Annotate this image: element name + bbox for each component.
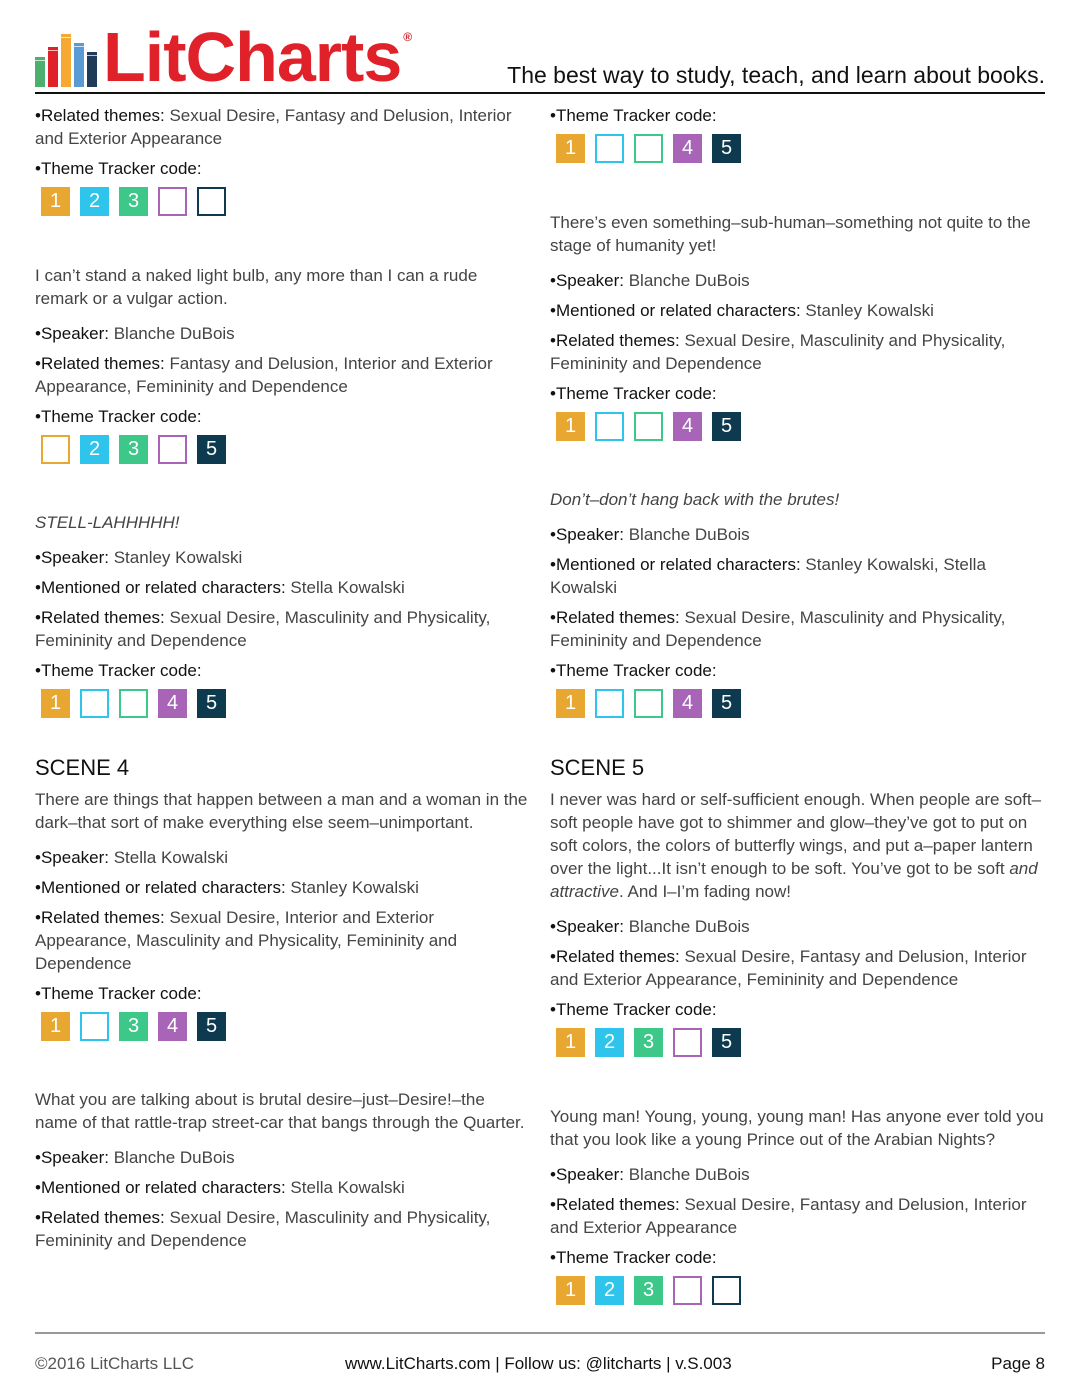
- characters-label: •Mentioned or related characters:: [35, 878, 291, 897]
- speaker: [550, 269, 1045, 292]
- tracker-label: •Theme Tracker code:: [550, 1248, 717, 1267]
- theme-box-1: 1: [556, 689, 585, 718]
- footer-links[interactable]: www.LitCharts.com | Follow us: @litcharts | v.S.003: [345, 1354, 732, 1373]
- speaker: [550, 1163, 1045, 1186]
- theme-box-5: [197, 187, 226, 216]
- quote-emphasis: and attractive: [550, 859, 1038, 901]
- speaker-value: Blanche DuBois: [113, 1148, 235, 1167]
- speaker-label: •Speaker:: [35, 548, 114, 567]
- quote-entry: [35, 511, 530, 718]
- themes-label: •Related themes:: [35, 354, 170, 373]
- themes-value: Sexual Desire, Fantasy and Delusion, Interior and Exterior Appearance, Femininity and Dependence: [550, 947, 1027, 989]
- speaker: [550, 915, 1045, 938]
- theme-box-1: 1: [556, 1028, 585, 1057]
- theme-tracker: [556, 1028, 1045, 1057]
- related-characters: [35, 1176, 530, 1199]
- themes-value: Sexual Desire, Fantasy and Delusion, Interior and Exterior Appearance: [35, 106, 512, 148]
- characters-value: Stanley Kowalski, Stella Kowalski: [550, 555, 986, 597]
- theme-box-2: [80, 689, 109, 718]
- theme-box-4: [673, 1028, 702, 1057]
- logo-bar-orange: [61, 34, 71, 87]
- related-themes: [550, 1193, 1045, 1239]
- speaker-value: Blanche DuBois: [628, 917, 750, 936]
- related-themes: [550, 329, 1045, 375]
- speaker-label: •Speaker:: [550, 525, 629, 544]
- theme-tracker: [556, 412, 1045, 441]
- speaker-value: Blanche DuBois: [628, 525, 750, 544]
- logo-bar-blue: [74, 43, 84, 87]
- theme-tracker-label: [35, 659, 530, 682]
- characters-label: •Mentioned or related characters:: [550, 301, 806, 320]
- theme-tracker: [41, 435, 530, 464]
- themes-value: Sexual Desire, Interior and Exterior Appearance, Masculinity and Physicality, Femininity and Dependence: [35, 908, 458, 973]
- related-themes: [35, 906, 530, 975]
- speaker-label: •Speaker:: [35, 324, 114, 343]
- theme-box-3: 3: [119, 1012, 148, 1041]
- theme-box-3: 3: [119, 187, 148, 216]
- speaker-label: •Speaker:: [35, 848, 114, 867]
- characters-value: Stanley Kowalski: [290, 878, 419, 897]
- theme-tracker: [556, 1276, 1045, 1305]
- theme-box-4: [673, 1276, 702, 1305]
- themes-label: •Related themes:: [35, 608, 170, 627]
- theme-box-2: 2: [80, 187, 109, 216]
- speaker: [35, 546, 530, 569]
- themes-label: •Related themes:: [35, 1208, 170, 1227]
- theme-box-5: [712, 1276, 741, 1305]
- quote-text: [550, 788, 1045, 903]
- logo-text-charts: Charts: [185, 18, 402, 96]
- page-header: [35, 18, 1045, 94]
- theme-box-4: 4: [673, 689, 702, 718]
- scene-heading: SCENE 4: [35, 755, 130, 780]
- speaker-label: •Speaker:: [550, 1165, 629, 1184]
- theme-tracker: [556, 134, 1045, 163]
- theme-box-3: 3: [119, 435, 148, 464]
- theme-tracker: [41, 1012, 530, 1041]
- themes-label: •Related themes:: [550, 1195, 685, 1214]
- related-themes: [35, 352, 530, 398]
- themes-label: •Related themes:: [550, 608, 685, 627]
- theme-box-5: 5: [712, 689, 741, 718]
- speaker: [35, 846, 530, 869]
- logo-wordmark: [103, 18, 402, 96]
- theme-tracker-label: [550, 659, 1045, 682]
- theme-box-2: [595, 689, 624, 718]
- themes-value: Sexual Desire, Masculinity and Physicality, Femininity and Dependence: [550, 608, 1006, 650]
- quote-entry: [35, 1088, 530, 1259]
- footer-divider: [35, 1332, 1045, 1334]
- quote-entry: [550, 1105, 1045, 1305]
- tracker-label: •Theme Tracker code:: [550, 1000, 717, 1019]
- theme-tracker-label: [550, 382, 1045, 405]
- theme-box-1: 1: [41, 689, 70, 718]
- quote-text-part: . And I–I’m fading now!: [618, 882, 791, 901]
- themes-value: Sexual Desire, Fantasy and Delusion, Interior and Exterior Appearance: [550, 1195, 1027, 1237]
- scene-4-section: [35, 754, 530, 1041]
- theme-box-1: 1: [41, 1012, 70, 1041]
- quote-text: Don’t–don’t hang back with the brutes!: [550, 490, 840, 509]
- logo-bar-navy: [87, 52, 97, 87]
- theme-box-1: [41, 435, 70, 464]
- litcharts-logo[interactable]: [35, 18, 413, 96]
- page-number: Page 8: [991, 1354, 1045, 1373]
- quote-entry: [550, 488, 1045, 718]
- quote-text: There’s even something–sub-human–something not quite to the stage of humanity yet!: [550, 213, 1031, 255]
- theme-box-5: 5: [712, 1028, 741, 1057]
- theme-box-5: 5: [712, 412, 741, 441]
- related-characters: [35, 876, 530, 899]
- logo-bar-red: [48, 47, 58, 87]
- theme-tracker-label: [35, 982, 530, 1005]
- themes-value: Fantasy and Delusion, Interior and Exterior Appearance, Femininity and Dependence: [35, 354, 493, 396]
- related-characters: [35, 576, 530, 599]
- speaker: [35, 1146, 530, 1169]
- speaker-label: •Speaker:: [550, 271, 629, 290]
- quote-text: Young man! Young, young, young man! Has anyone ever told you that you look like a young Prince out of the Arabian Nights?: [550, 1107, 1044, 1149]
- characters-label: •Mentioned or related characters:: [550, 555, 806, 574]
- related-characters: [550, 553, 1045, 599]
- theme-box-3: [634, 412, 663, 441]
- theme-box-4: 4: [158, 1012, 187, 1041]
- themes-value: Sexual Desire, Masculinity and Physicality, Femininity and Dependence: [550, 331, 1006, 373]
- tagline: The best way to study, teach, and learn about books.: [507, 62, 1045, 88]
- theme-tracker-label: [35, 157, 530, 180]
- quote-entry: [550, 211, 1045, 441]
- related-characters: [550, 299, 1045, 322]
- logo-text-lit: Lit: [103, 18, 186, 96]
- theme-tracker-label: [550, 1246, 1045, 1269]
- speaker-value: Blanche DuBois: [628, 1165, 750, 1184]
- theme-box-1: 1: [556, 134, 585, 163]
- speaker: [550, 523, 1045, 546]
- related-themes: [35, 1206, 530, 1252]
- characters-value: Stanley Kowalski: [805, 301, 934, 320]
- speaker-value: Blanche DuBois: [113, 324, 235, 343]
- speaker: [35, 322, 530, 345]
- themes-label: •Related themes:: [550, 947, 685, 966]
- related-themes: [35, 104, 530, 150]
- logo-bar-green: [35, 57, 45, 87]
- theme-box-2: 2: [595, 1028, 624, 1057]
- quote-text: I can’t stand a naked light bulb, any more than I can a rude remark or a vulgar action.: [35, 266, 478, 308]
- characters-value: Stella Kowalski: [290, 1178, 405, 1197]
- copyright: ©2016 LitCharts LLC: [35, 1354, 195, 1373]
- speaker-value: Stella Kowalski: [113, 848, 229, 867]
- quote-text: STELL-LAHHHHH!: [35, 513, 180, 532]
- theme-box-1: 1: [556, 1276, 585, 1305]
- themes-value: Sexual Desire, Masculinity and Physicality, Femininity and Dependence: [35, 608, 491, 650]
- theme-box-2: 2: [595, 1276, 624, 1305]
- tracker-label: •Theme Tracker code:: [35, 407, 202, 426]
- characters-value: Stella Kowalski: [290, 578, 405, 597]
- speaker-label: •Speaker:: [550, 917, 629, 936]
- theme-tracker: [41, 689, 530, 718]
- theme-box-1: 1: [41, 187, 70, 216]
- tracker-label: •Theme Tracker code:: [550, 384, 717, 403]
- speaker-label: •Speaker:: [35, 1148, 114, 1167]
- bar-chart-logo-icon: [35, 32, 97, 90]
- quote-text: What you are talking about is brutal desire–just–Desire!–the name of that rattle-trap street-car that bangs through the Quarter.: [35, 1090, 525, 1132]
- related-themes: [550, 606, 1045, 652]
- quote-entry: [35, 264, 530, 464]
- theme-tracker-label: [550, 998, 1045, 1021]
- theme-box-4: 4: [673, 134, 702, 163]
- theme-box-2: [595, 134, 624, 163]
- theme-tracker: [41, 187, 530, 216]
- characters-label: •Mentioned or related characters:: [35, 1178, 291, 1197]
- themes-label: •Related themes:: [35, 908, 170, 927]
- quote-text-part: I never was hard or self-sufficient enough. When people are soft–soft people have got to shimmer and glow–they’ve got to put on soft colors, the colors of butterfly wings, and put a–paper lantern over the light...It isn’t enough to be soft. You’ve got to be soft: [550, 790, 1042, 878]
- theme-box-4: 4: [673, 412, 702, 441]
- speaker-value: Stanley Kowalski: [113, 548, 243, 567]
- theme-tracker: [556, 689, 1045, 718]
- theme-box-3: 3: [634, 1028, 663, 1057]
- themes-value: Sexual Desire, Masculinity and Physicality, Femininity and Dependence: [35, 1208, 491, 1250]
- themes-label: •Related themes:: [35, 106, 170, 125]
- characters-label: •Mentioned or related characters:: [35, 578, 291, 597]
- theme-tracker-label: [35, 405, 530, 428]
- tracker-label: •Theme Tracker code:: [35, 159, 202, 178]
- quote-text: There are things that happen between a man and a woman in the dark–that sort of make everything else seem–unimportant.: [35, 790, 528, 832]
- theme-box-3: [634, 134, 663, 163]
- scene-heading: SCENE 5: [550, 755, 645, 780]
- theme-box-4: [158, 435, 187, 464]
- theme-box-2: [80, 1012, 109, 1041]
- theme-box-5: 5: [197, 1012, 226, 1041]
- tracker-label: •Theme Tracker code:: [35, 661, 202, 680]
- theme-box-5: 5: [197, 689, 226, 718]
- related-themes: [550, 945, 1045, 991]
- quote-entry: [35, 104, 530, 216]
- theme-box-4: 4: [158, 689, 187, 718]
- theme-box-3: 3: [634, 1276, 663, 1305]
- theme-box-2: [595, 412, 624, 441]
- theme-box-3: [634, 689, 663, 718]
- theme-box-1: 1: [556, 412, 585, 441]
- scene-5-section: [550, 754, 1045, 1057]
- registered-mark: ®: [403, 30, 413, 44]
- theme-box-5: 5: [197, 435, 226, 464]
- theme-box-4: [158, 187, 187, 216]
- quote-entry: [550, 104, 1045, 163]
- related-themes: [35, 606, 530, 652]
- theme-box-3: [119, 689, 148, 718]
- tracker-label: •Theme Tracker code:: [550, 661, 717, 680]
- speaker-value: Blanche DuBois: [628, 271, 750, 290]
- theme-box-5: 5: [712, 134, 741, 163]
- tracker-label: •Theme Tracker code:: [35, 984, 202, 1003]
- themes-label: •Related themes:: [550, 331, 685, 350]
- theme-box-2: 2: [80, 435, 109, 464]
- tracker-label: •Theme Tracker code:: [550, 106, 717, 125]
- theme-tracker-label: [550, 104, 1045, 127]
